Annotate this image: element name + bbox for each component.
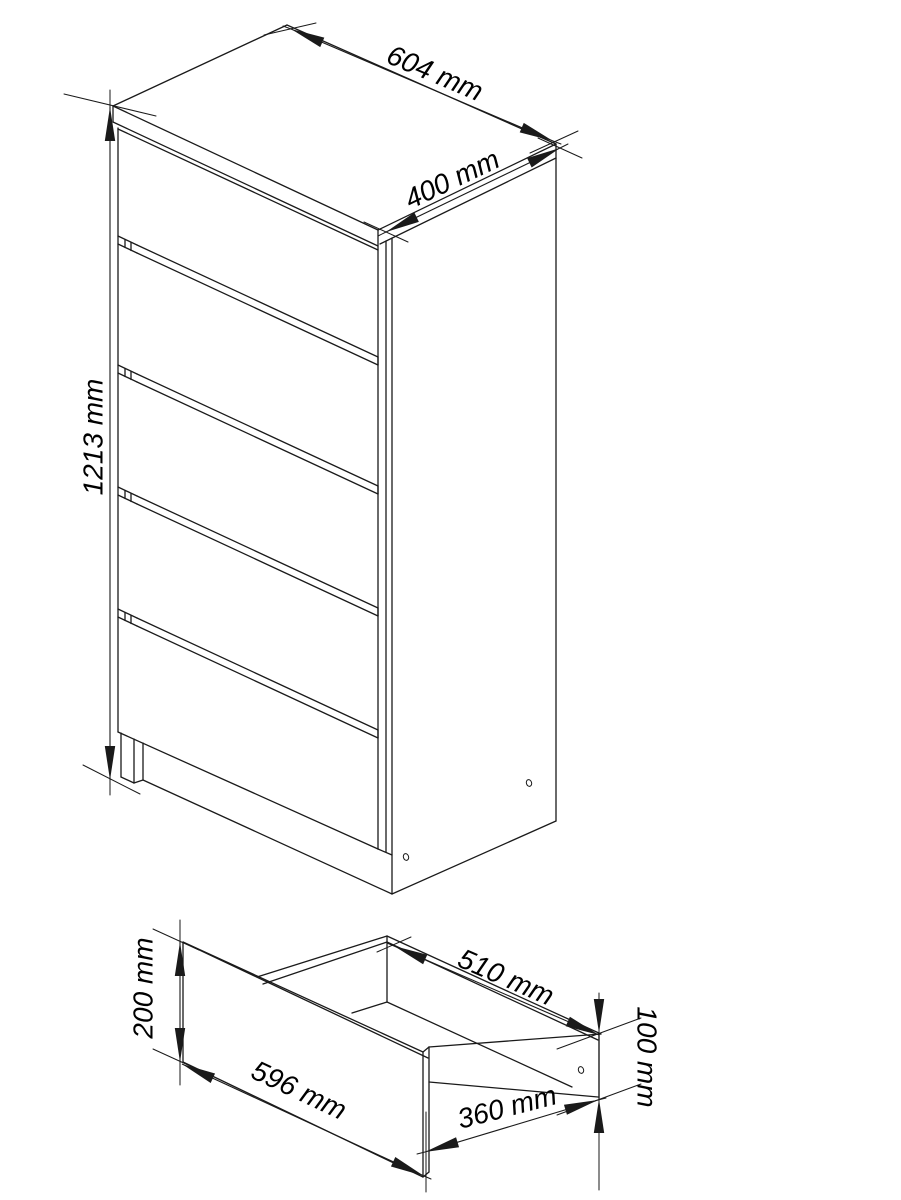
drawer-gap-line: [137, 245, 378, 357]
drawer-gap-line: [137, 382, 378, 494]
dimension-label-cabinet-depth: 400 mm: [399, 143, 505, 215]
dimension-label-drawer-inner-depth: 510 mm: [453, 942, 559, 1012]
drawer-gap-line: [118, 373, 137, 382]
drawer-fronts: [118, 236, 378, 738]
screw-hole-mark: [577, 1066, 584, 1074]
drawer-gap-line: [137, 618, 378, 730]
dimension-cabinet-depth: [364, 138, 582, 242]
drawer-gap-line: [118, 495, 137, 504]
drawer-gap-line: [137, 253, 378, 365]
drawer-gap-line: [118, 487, 137, 496]
drawer-gap-line: [118, 617, 137, 626]
drawer-gap-line: [118, 244, 137, 253]
dimension-label-drawer-inner-width: 360 mm: [454, 1079, 560, 1135]
drawer-gap-line: [118, 365, 137, 374]
dimension-drawer-side-height: [557, 993, 663, 1190]
drawer-gap-line: [137, 504, 378, 616]
screw-hole-mark: [402, 853, 409, 861]
cabinet-foot: [121, 733, 143, 783]
drawer-gap-line: [137, 374, 378, 486]
dimension-label-drawer-front-width: 596 mm: [246, 1054, 352, 1126]
cabinet-view: [64, 23, 582, 894]
dimension-drawer-inner-depth: [377, 937, 599, 1035]
dimension-drawer-front-width: [182, 1054, 431, 1179]
drawer-outline: [183, 936, 601, 1177]
dimension-drawer-front-height: [128, 920, 200, 1085]
drawer-gap-line: [118, 609, 137, 618]
drawer-detail-view: [128, 920, 663, 1192]
drawer-gap-line: [118, 236, 137, 245]
dimension-drawer-inner-width: [417, 1079, 606, 1192]
side-panel-screw-holes: [402, 779, 532, 861]
dimension-cabinet-height: [64, 90, 156, 795]
screw-hole-mark: [525, 779, 532, 787]
dimension-label-cabinet-width: 604 mm: [382, 38, 488, 108]
dimension-label-cabinet-height: 1213 mm: [77, 378, 109, 496]
drawer-gap-line: [137, 496, 378, 608]
drawer-gap-line: [137, 626, 378, 738]
dimension-label-drawer-side-height: 100 mm: [631, 1006, 663, 1108]
dimension-label-drawer-front-height: 200 mm: [127, 937, 159, 1039]
